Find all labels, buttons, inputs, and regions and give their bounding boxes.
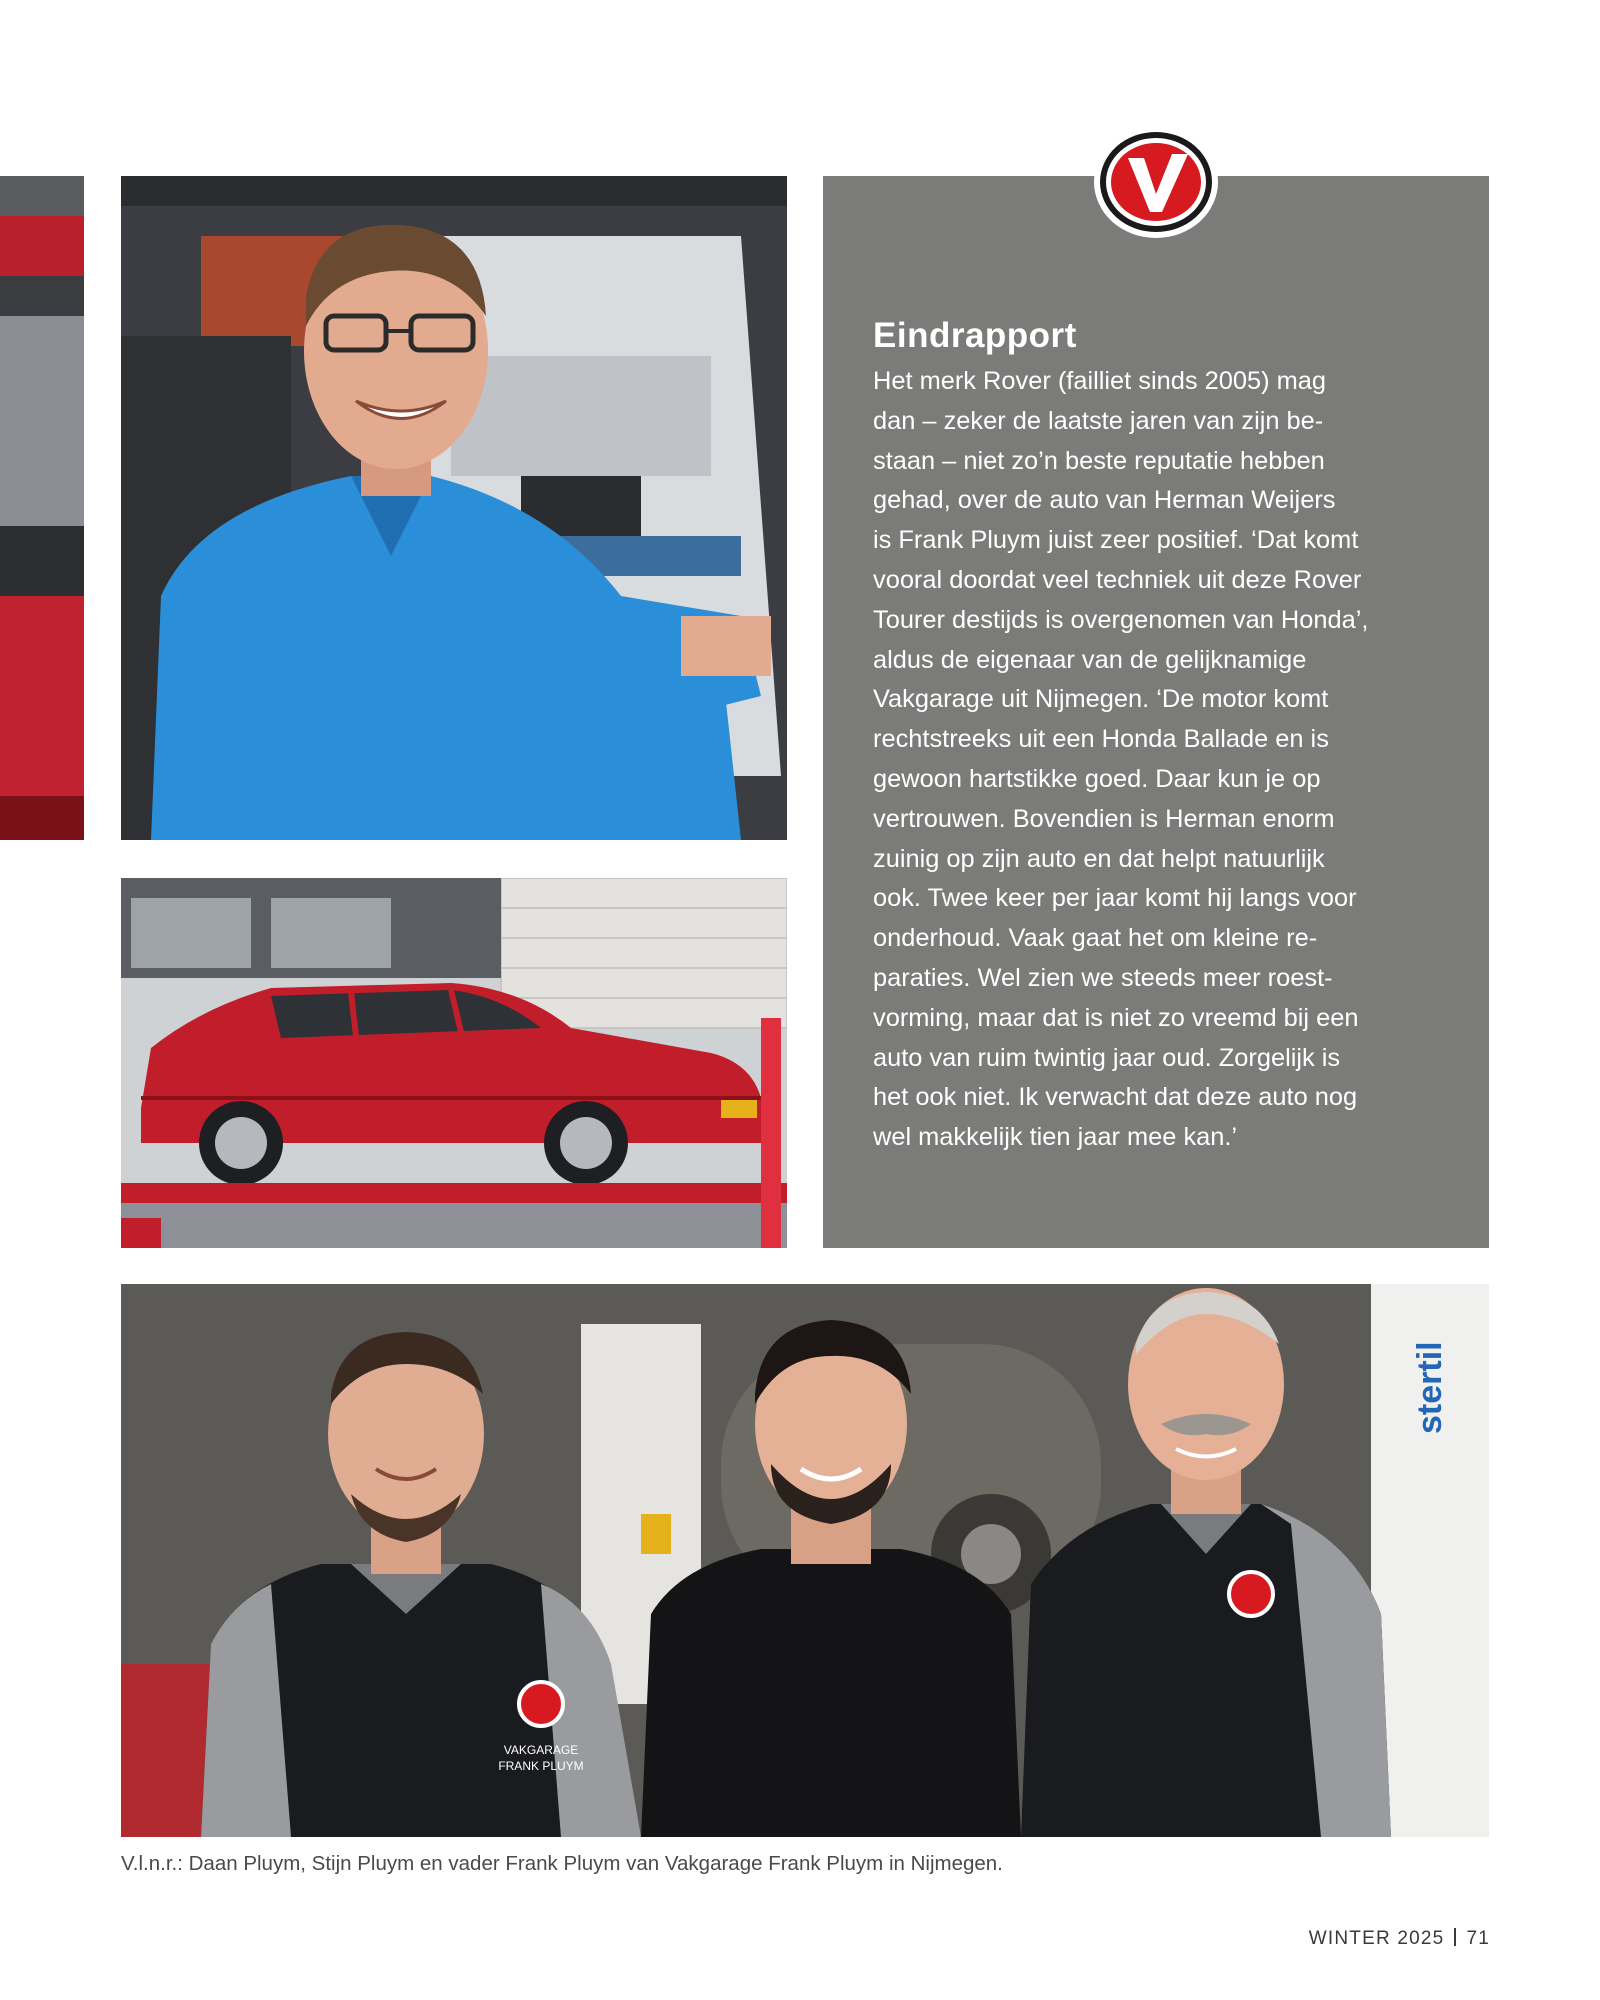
edge-car-photo [0,176,84,840]
stertil-sign: stertil [1411,1341,1449,1434]
report-body [873,362,1463,1158]
report-line: Het merk Rover (failliet sinds 2005) mag [873,367,1326,395]
report-line: gewoon hartstikke goed. Daar kun je op [873,764,1321,793]
photo-caption: V.l.n.r.: Daan Pluym, Stijn Pluym en vader Frank Pluym van Vakgarage Frank Pluym in Nijmegen. [121,1852,1003,1875]
shirt-text-line2: FRANK PLUYM [498,1759,584,1773]
report-line: auto van ruim twintig jaar oud. Zorgelijk is [873,1043,1341,1072]
report-line: het ook niet. Ik verwacht dat deze auto nog [873,1083,1358,1112]
report-line: rechtstreeks uit een Honda Ballade en is [873,725,1329,754]
report-line: staan – niet zo’n beste reputatie hebben [873,446,1325,475]
report-line: dan – zeker de laatste jaren van zijn be- [873,406,1324,435]
report-line: gehad, over de auto van Herman Weijers [873,486,1336,515]
report-line: is Frank Pluym juist zeer positief. ‘Dat komt [873,526,1359,555]
car-on-lift-photo [121,878,787,1248]
report-line: aldus de eigenaar van de gelijknamige [873,645,1307,674]
report-line: wel makkelijk tien jaar mee kan.’ [873,1123,1238,1152]
report-line: vooral doordat veel techniek uit deze Rover [873,565,1362,594]
portrait-photo-herman [121,176,787,840]
team-photo [121,1284,1489,1837]
report-line: Vakgarage uit Nijmegen. ‘De motor komt [873,685,1329,714]
report-line: vorming, maar dat is niet zo vreemd bij een [873,1003,1359,1032]
vakgarage-logo-icon [1092,124,1220,240]
report-line: vertrouwen. Bovendien is Herman enorm [873,804,1335,833]
issue-label: WINTER 2025 [1308,1928,1445,1949]
report-line: ook. Twee keer per jaar komt hij langs voor [873,884,1357,913]
report-title: Eindrapport [873,316,1077,355]
shirt-text-line1: VAKGARAGE [503,1743,579,1757]
report-line: Tourer destijds is overgenomen van Honda’, [873,605,1369,634]
report-line: zuinig op zijn auto en dat helpt natuurlijk [873,844,1325,873]
report-line: paraties. Wel zien we steeds meer roest- [873,963,1333,992]
report-line: onderhoud. Vaak gaat het om kleine re- [873,924,1318,953]
page-footer [1200,1928,1490,1950]
footer-separator [1454,1928,1456,1946]
page-number: 71 [1466,1928,1490,1949]
